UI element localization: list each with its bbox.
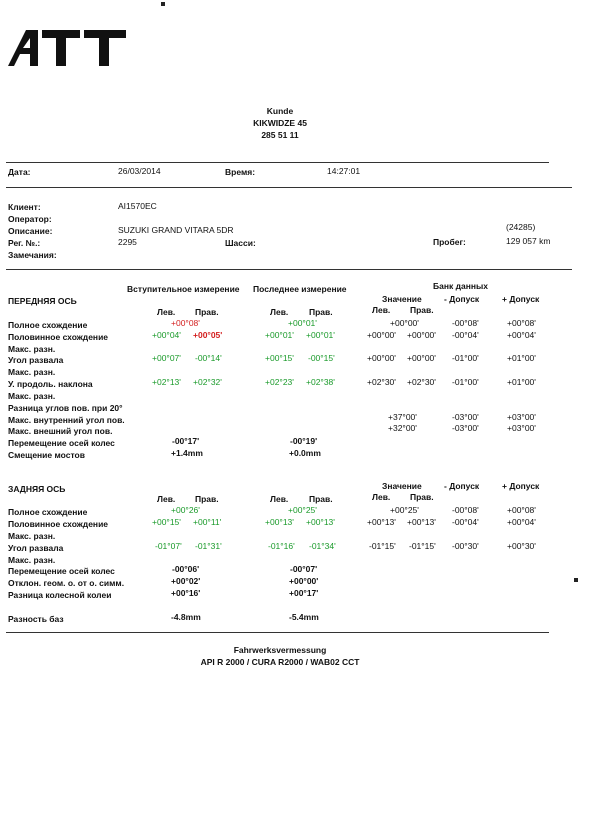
reg-label: Рег. №.: [8,238,41,248]
front-max-diff-label: Макс. разн. [8,391,56,401]
rear-half-toe-init-l: +00°15' [152,517,181,527]
time-value: 14:27:01 [327,166,361,176]
rear-total-toe-label: Полное схождение [8,507,88,517]
rear-camber-minus: -00°30' [452,541,479,551]
scan-mark [574,578,578,582]
divider [6,162,549,163]
footer-equipment: API R 2000 / CURA R2000 / WAB02 CCT [200,657,360,667]
att-logo [8,30,128,68]
col-left: Лев. [157,307,176,317]
front-half-toe-label: Половинное схождение [8,332,109,342]
reg-value: 2295 [118,237,137,247]
front-camber-last-r: -00°15' [308,353,335,363]
rear-half-toe-minus: -00°04' [452,517,479,527]
col-bank: Банк данных [433,281,488,291]
rear-total-toe-last: +00°25' [288,505,317,515]
col-right: Прав. [309,494,333,504]
divider [6,187,572,188]
front-setback-last: -00°19' [290,436,318,446]
front-camber-label: Угол развала [8,355,64,365]
front-total-toe-last: +00°01' [288,318,317,328]
front-setback-label: Перемещение осей колес [8,438,115,448]
col-value: Значение [382,294,422,304]
rear-max-diff-label: Макс. разн. [8,555,56,565]
footer-title: Fahrwerksvermessung [233,645,327,655]
front-offset-init: +1.4mm [171,448,203,458]
front-camber-last-l: +00°15' [265,353,294,363]
front-max-outer-bank: +32°00' [388,423,417,433]
col-left: Лев. [157,494,176,504]
rear-total-toe-init: +00°26' [171,505,200,515]
col-plus-tol: + Допуск [502,294,540,304]
description-value: SUZUKI GRAND VITARA 5DR [118,225,234,235]
rear-camber-bank-r: -01°15' [409,541,436,551]
front-total-toe-label: Полное схождение [8,320,88,330]
front-max-inner-minus: -03°00' [452,412,479,422]
wheelbase-diff-label: Разность баз [8,614,64,624]
customer-phone: 285 51 11 [261,130,299,140]
col-right: Прав. [195,494,219,504]
front-total-toe-minus: -00°08' [452,318,479,328]
rear-camber-plus: +00°30' [507,541,536,551]
rear-track-diff-init: +00°16' [171,588,201,598]
front-half-toe-bank-l: +00°00' [367,330,396,340]
front-half-toe-init-r: +00°05' [193,330,223,340]
front-half-toe-init-l: +00°04' [152,330,181,340]
rear-max-diff-label: Макс. разн. [8,531,56,541]
front-caster-minus: -01°00' [452,377,479,387]
front-max-outer-plus: +03°00' [507,423,536,433]
rear-thrust-last: +00°00' [289,576,319,586]
col-plus-tol: + Допуск [502,481,540,491]
rear-total-toe-bank: +00°25' [390,505,419,515]
customer-name: KIKWIDZE 45 [253,118,307,128]
front-half-toe-bank-r: +00°00' [407,330,436,340]
scan-mark [161,2,165,6]
front-caster-bank-r: +02°30' [407,377,436,387]
time-label: Время: [225,167,256,177]
chassis-label: Шасси: [225,238,256,248]
col-initial: Вступительное измерение [127,284,240,294]
rear-half-toe-last-l: +00°13' [265,517,294,527]
wheelbase-diff-init: -4.8mm [171,612,201,622]
front-max-diff-label: Макс. разн. [8,367,56,377]
front-max-diff-label: Макс. разн. [8,344,56,354]
front-total-toe-bank: +00°00' [390,318,419,328]
front-caster-last-l: +02°23' [265,377,294,387]
front-half-toe-last-r: +00°01' [306,330,335,340]
front-caster-last-r: +02°38' [306,377,335,387]
rear-setback-last: -00°07' [290,564,318,574]
rear-camber-init-l: -01°07' [155,541,182,551]
divider [6,632,549,633]
mileage-label: Пробег: [433,237,466,247]
front-max-outer-minus: -03°00' [452,423,479,433]
client-label: Клиент: [8,202,41,212]
rear-axle-title: ЗАДНЯЯ ОСЬ [8,484,66,494]
remarks-label: Замечания: [8,250,57,260]
rear-camber-init-r: -01°31' [195,541,222,551]
col-right: Прав. [410,492,434,502]
col-right: Прав. [309,307,333,317]
rear-total-toe-minus: -00°08' [452,505,479,515]
att-logo-mark [8,30,128,66]
rear-setback-init: -00°06' [172,564,200,574]
front-max-inner-label: Макс. внутренний угол пов. [8,415,125,425]
date-label: Дата: [8,167,31,177]
col-minus-tol: - Допуск [444,294,480,304]
rear-setback-label: Перемещение осей колес [8,566,115,576]
rear-thrust-label: Отклон. геом. о. от о. симм. [8,578,125,588]
front-total-toe-plus: +00°08' [507,318,536,328]
rear-track-diff-last: +00°17' [289,588,319,598]
front-max-inner-plus: +03°00' [507,412,536,422]
rear-camber-last-l: -01°16' [268,541,295,551]
mileage-value: 129 057 km [506,236,551,246]
rear-camber-bank-l: -01°15' [369,541,396,551]
rear-track-diff-label: Разница колесной колеи [8,590,112,600]
front-max-outer-label: Макс. внешний угол пов. [8,426,113,436]
col-value: Значение [382,481,422,491]
front-toe-out-label: Разница углов пов. при 20° [8,403,123,413]
front-half-toe-plus: +00°04' [507,330,536,340]
rear-camber-last-r: -01°34' [309,541,336,551]
col-left: Лев. [372,305,391,315]
col-right: Прав. [195,307,219,317]
col-last: Последнее измерение [253,284,347,294]
rear-thrust-init: +00°02' [171,576,201,586]
description-label: Описание: [8,226,53,236]
front-camber-bank-r: +00°00' [407,353,436,363]
date-value: 26/03/2014 [118,166,161,176]
front-caster-bank-l: +02°30' [367,377,396,387]
description-code: (24285) [506,222,536,232]
front-setback-init: -00°17' [172,436,200,446]
rear-total-toe-plus: +00°08' [507,505,536,515]
divider [6,269,572,270]
kunde-label: Kunde [266,106,294,116]
front-half-toe-last-l: +00°01' [265,330,294,340]
front-offset-last: +0.0mm [289,448,321,458]
col-left: Лев. [372,492,391,502]
rear-half-toe-bank-l: +00°13' [367,517,396,527]
front-half-toe-minus: -00°04' [452,330,479,340]
col-left: Лев. [270,494,289,504]
front-camber-plus: +01°00' [507,353,536,363]
rear-half-toe-bank-r: +00°13' [407,517,436,527]
front-camber-bank-l: +00°00' [367,353,396,363]
front-total-toe-init: +00°08' [171,318,200,328]
front-caster-label: У. продоль. наклона [8,379,93,389]
front-caster-init-l: +02°13' [152,377,181,387]
rear-half-toe-init-r: +00°11' [193,517,222,527]
rear-half-toe-label: Половинное схождение [8,519,109,529]
front-offset-label: Смещение мостов [8,450,85,460]
front-camber-init-r: -00°14' [195,353,222,363]
client-value: AI1570EC [118,201,157,211]
col-right: Прав. [410,305,434,315]
wheelbase-diff-last: -5.4mm [289,612,319,622]
col-left: Лев. [270,307,289,317]
rear-camber-label: Угол развала [8,543,64,553]
front-axle-title: ПЕРЕДНЯЯ ОСЬ [8,296,77,306]
front-camber-init-l: +00°07' [152,353,181,363]
col-minus-tol: - Допуск [444,481,480,491]
rear-half-toe-last-r: +00°13' [306,517,335,527]
front-max-inner-bank: +37°00' [388,412,417,422]
front-camber-minus: -01°00' [452,353,479,363]
front-caster-init-r: +02°32' [193,377,222,387]
operator-label: Оператор: [8,214,52,224]
front-caster-plus: +01°00' [507,377,536,387]
rear-half-toe-plus: +00°04' [507,517,536,527]
